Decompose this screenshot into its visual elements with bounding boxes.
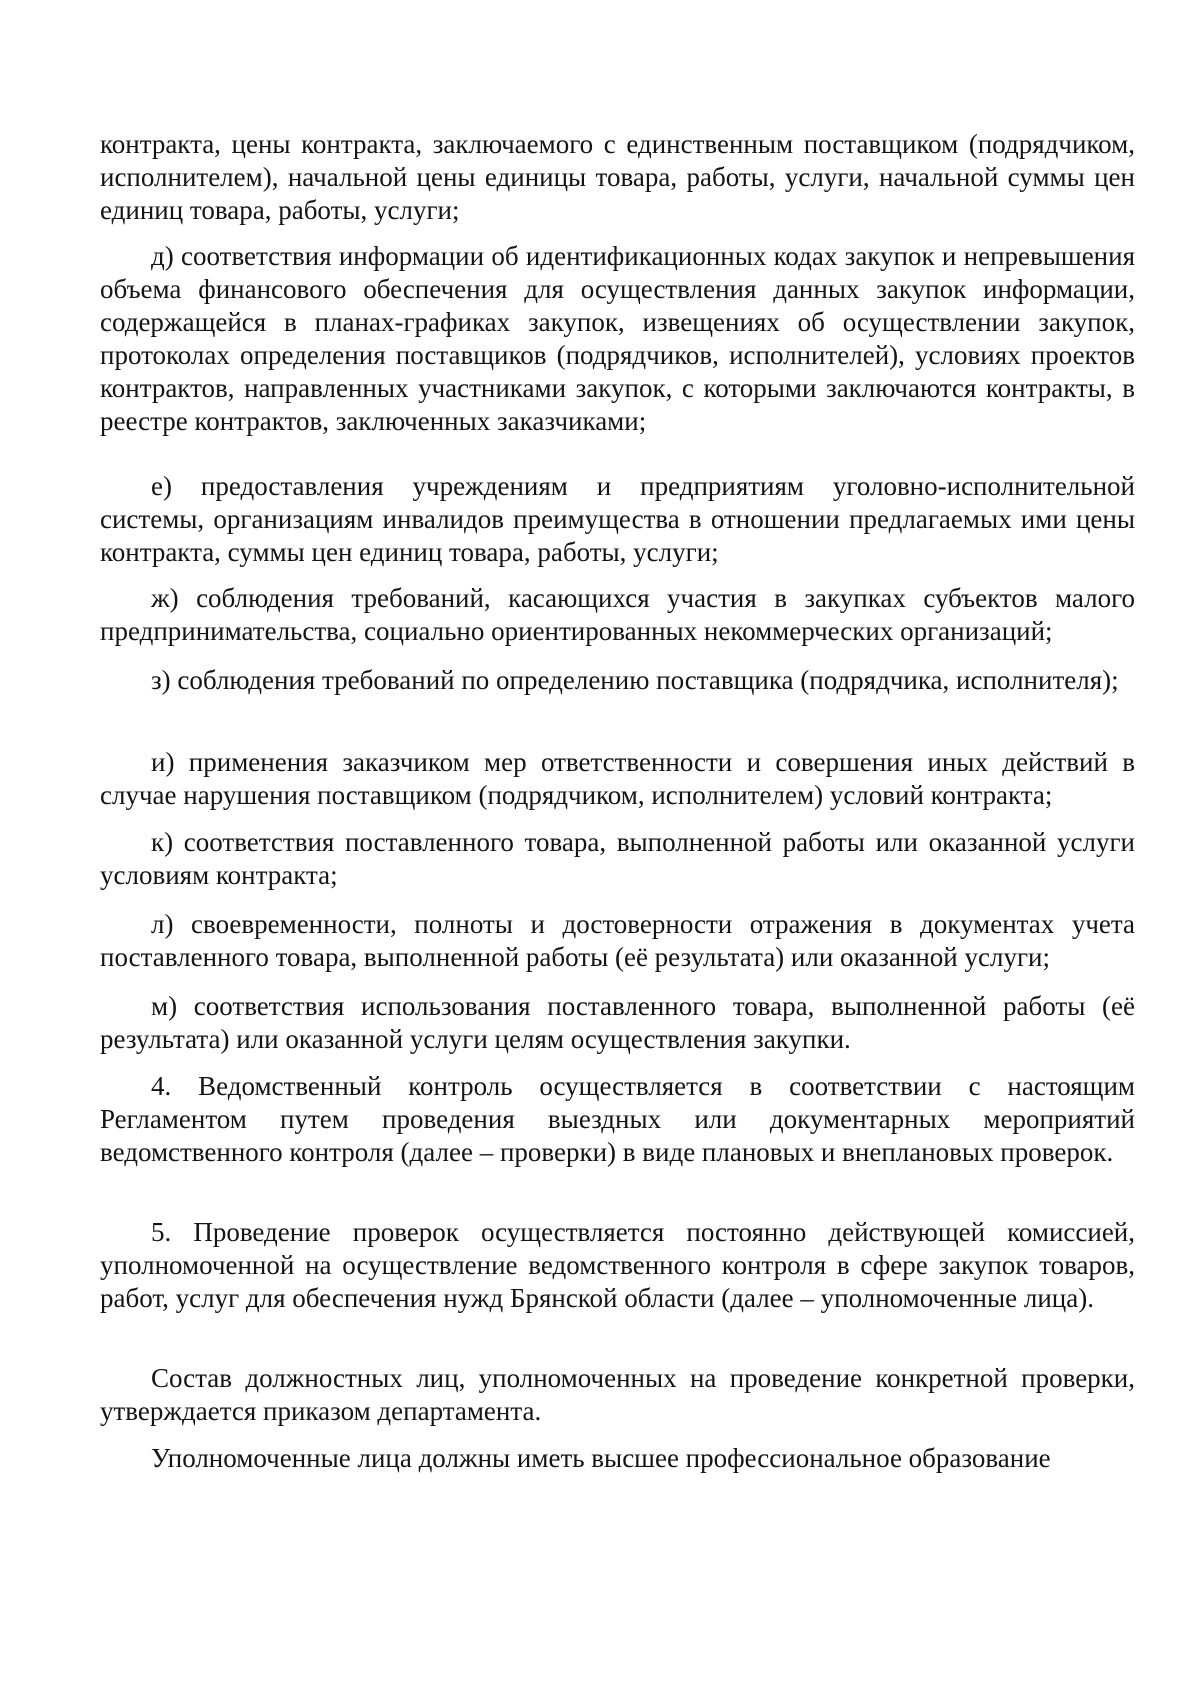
paragraph-item-m: м) соответствия использования поставленного товара, выполненной работы (её результата) или оказанной услуги целям осуществления закупки. xyxy=(100,991,1135,1054)
paragraph-composition: Состав должностных лиц, уполномоченных на проведение конкретной проверки, утверждается приказом департамента. xyxy=(100,1363,1135,1426)
paragraph-item-zh: ж) соблюдения требований, касающихся участия в закупках субъектов малого предпринимательства, социально ориентированных некоммерческих организаций; xyxy=(100,583,1135,646)
paragraph-section-4: 4. Ведомственный контроль осуществляется в соответствии с настоящим Регламентом путем проведения выездных или документарных мероприятий ведомственного контроля (далее – проверки) в виде плановых и внеплановых проверок. xyxy=(100,1071,1135,1167)
paragraph-contract-price-continuation: контракта, цены контракта, заключаемого с единственным поставщиком (подрядчиком, исполнителем), начальной цены единицы товара, работы, услуги, начальной суммы цен единиц товара, работы, услуги; xyxy=(100,129,1135,225)
paragraph-section-5: 5. Проведение проверок осуществляется постоянно действующей комиссией, уполномоченной на осуществление ведомственного контроля в сфере закупок товаров, работ, услуг для обеспечения нужд Брянской области (далее – уполномоченные лица). xyxy=(100,1217,1135,1313)
paragraph-item-k: к) соответствия поставленного товара, выполненной работы или оказанной услуги условиям контракта; xyxy=(100,827,1135,890)
paragraph-qualifications: Уполномоченные лица должны иметь высшее профессиональное образование xyxy=(151,1443,1051,1473)
paragraph-item-e: е) предоставления учреждениям и предприятиям уголовно-исполнительной системы, организациям инвалидов преимущества в отношении предлагаемых ими цены контракта, суммы цен единиц товара, работы, услуги; xyxy=(100,471,1135,567)
paragraph-item-i: и) применения заказчиком мер ответственности и совершения иных действий в случае нарушения поставщиком (подрядчиком, исполнителем) условий контракта; xyxy=(100,747,1135,810)
paragraph-item-l: л) своевременности, полноты и достоверности отражения в документах учета поставленного товара, выполненной работы (её результата) или оказанной услуги; xyxy=(100,909,1135,972)
paragraph-item-d: д) соответствия информации об идентификационных кодах закупок и непревышения объема финансового обеспечения для осуществления данных закупок информации, содержащейся в планах-графиках закупок, извещениях об осуществлении закупок, протоколах определения поставщиков (подрядчиков, исполнителей), условиях проектов контрактов, направленных участниками закупок, с которыми заключаются контракты, в реестре контрактов, заключенных заказчиками; xyxy=(100,241,1135,436)
paragraph-item-z: з) соблюдения требований по определению поставщика (подрядчика, исполнителя); xyxy=(151,665,1119,695)
